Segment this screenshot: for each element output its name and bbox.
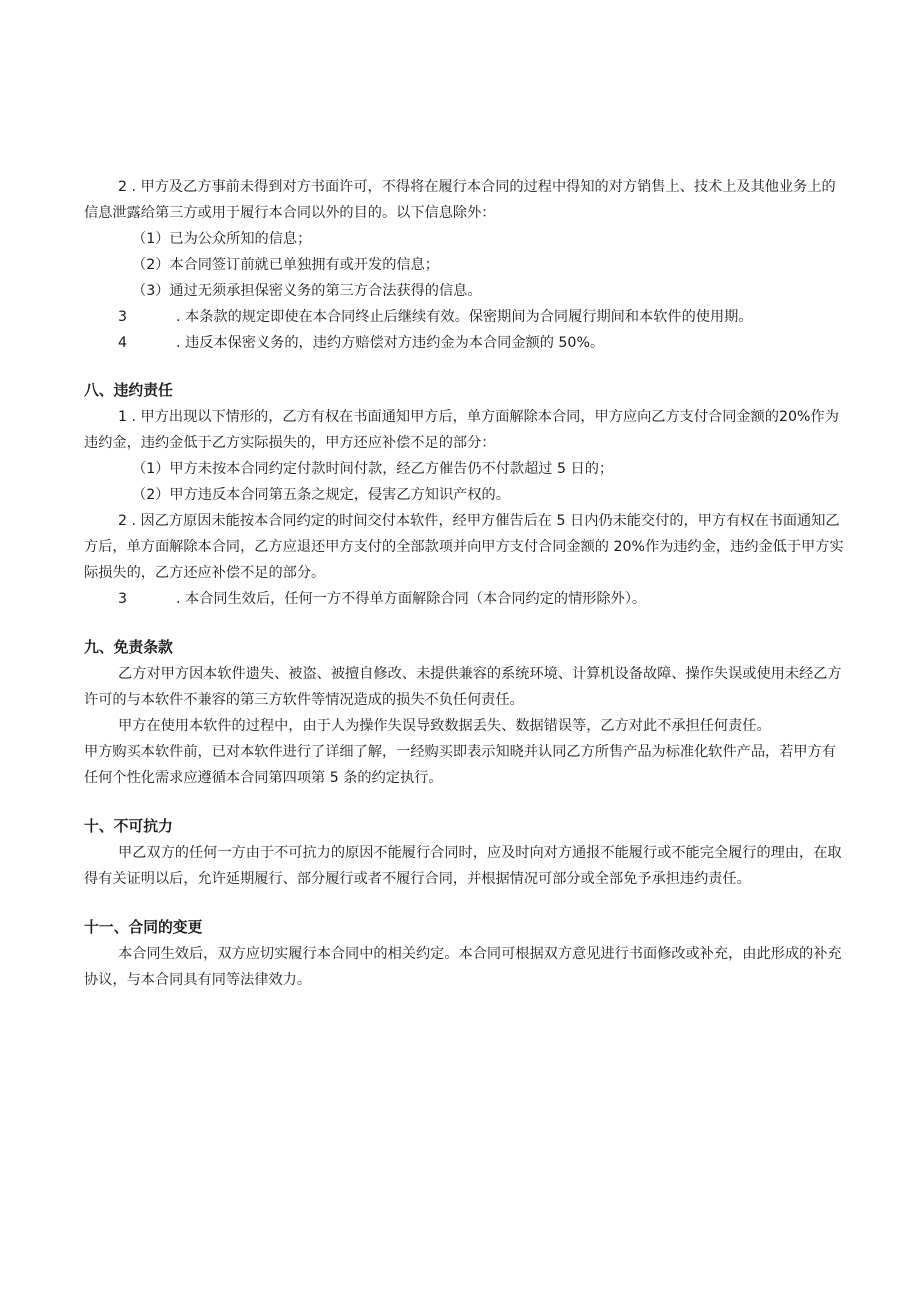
clause-7-2-item-1: （1）已为公众所知的信息； <box>132 231 312 247</box>
clause-text: . 本条款的规定即使在本合同终止后继续有效。保密期间为合同履行期间和本软件的使用期。 <box>176 309 753 325</box>
section-heading: 九、免责条款 <box>84 639 173 656</box>
section-breach-liability <box>84 378 844 612</box>
clause-text: . 违反本保密义务的，违约方赔偿对方违约金为本合同金额的 50%。 <box>176 335 605 351</box>
section-confidentiality <box>84 174 844 356</box>
clause-8-1-item-2: （2）甲方违反本合同第五条之规定，侵害乙方知识产权的。 <box>132 487 510 503</box>
clause-7-4 <box>84 330 844 356</box>
clause-7-2-item-2: （2）本合同签订前就已单独拥有或开发的信息； <box>132 257 439 273</box>
section-disclaimer <box>84 635 844 791</box>
section-contract-change <box>84 915 844 993</box>
disclaimer-paragraph-2: 甲方在使用本软件的过程中，由于人为操作失误导致数据丢失、数据错误等，乙方对此不承担任何责任。 <box>118 718 771 734</box>
contract-page <box>84 174 844 993</box>
clause-7-2-item-3: （3）通过无须承担保密义务的第三方合法获得的信息。 <box>132 283 482 299</box>
contract-change-paragraph: 本合同生效后，双方应切实履行本合同中的相关约定。本合同可根据双方意见进行书面修改或补充，由此形成的补充协议，与本合同具有同等法律效力。 <box>84 946 842 988</box>
section-heading: 十、不可抗力 <box>84 818 173 835</box>
clause-8-3 <box>84 586 844 612</box>
clause-8-1-item-1: （1）甲方未按本合同约定付款时间付款，经乙方催告仍不付款超过 5 日的； <box>132 461 614 477</box>
clause-8-1: 1 . 甲方出现以下情形的，乙方有权在书面通知甲方后，单方面解除本合同，甲方应向乙方支付合同金额的20%作为违约金，违约金低于乙方实际损失的，甲方还应补偿不足的部分： <box>84 409 839 451</box>
clause-number: 4 <box>118 335 128 351</box>
disclaimer-paragraph-1: 乙方对甲方因本软件遗失、被盗、被擅自修改、未提供兼容的系统环境、计算机设备故障、操作失误或使用未经乙方许可的与本软件不兼容的第三方软件等情况造成的损失不负任何责任。 <box>84 666 842 708</box>
clause-7-2: 2 . 甲方及乙方事前未得到对方书面许可，不得将在履行本合同的过程中得知的对方销售上、技术上及其他业务上的信息泄露给第三方或用于履行本合同以外的目的。以下信息除外： <box>84 179 836 221</box>
clause-number: 3 <box>118 309 128 325</box>
section-force-majeure <box>84 814 844 892</box>
clause-number: 3 <box>118 591 128 607</box>
section-heading: 八、违约责任 <box>84 382 173 399</box>
section-heading: 十一、合同的变更 <box>84 919 203 936</box>
disclaimer-paragraph-3: 甲方购买本软件前，已对本软件进行了详细了解，一经购买即表示知晓并认同乙方所售产品为标准化软件产品，若甲方有任何个性化需求应遵循本合同第四项第 5 条的约定执行。 <box>84 744 836 786</box>
clause-text: . 本合同生效后，任何一方不得单方面解除合同（本合同约定的情形除外）。 <box>176 591 647 607</box>
clause-7-3 <box>84 304 844 330</box>
clause-8-2: 2 . 因乙方原因未能按本合同约定的时间交付本软件，经甲方催告后在 5 日内仍未能交付的，甲方有权在书面通知乙方后，单方面解除本合同，乙方应退还甲方支付的全部款项并向甲方支付合同金额的 20%作为违约金，违约金低于甲方实际损失的，乙方还应补偿不足的部分。 <box>84 513 844 581</box>
force-majeure-paragraph: 甲乙双方的任何一方由于不可抗力的原因不能履行合同时，应及时向对方通报不能履行或不能完全履行的理由，在取得有关证明以后，允许延期履行、部分履行或者不履行合同，并根据情况可部分或全部免予承担违约责任。 <box>84 845 842 887</box>
